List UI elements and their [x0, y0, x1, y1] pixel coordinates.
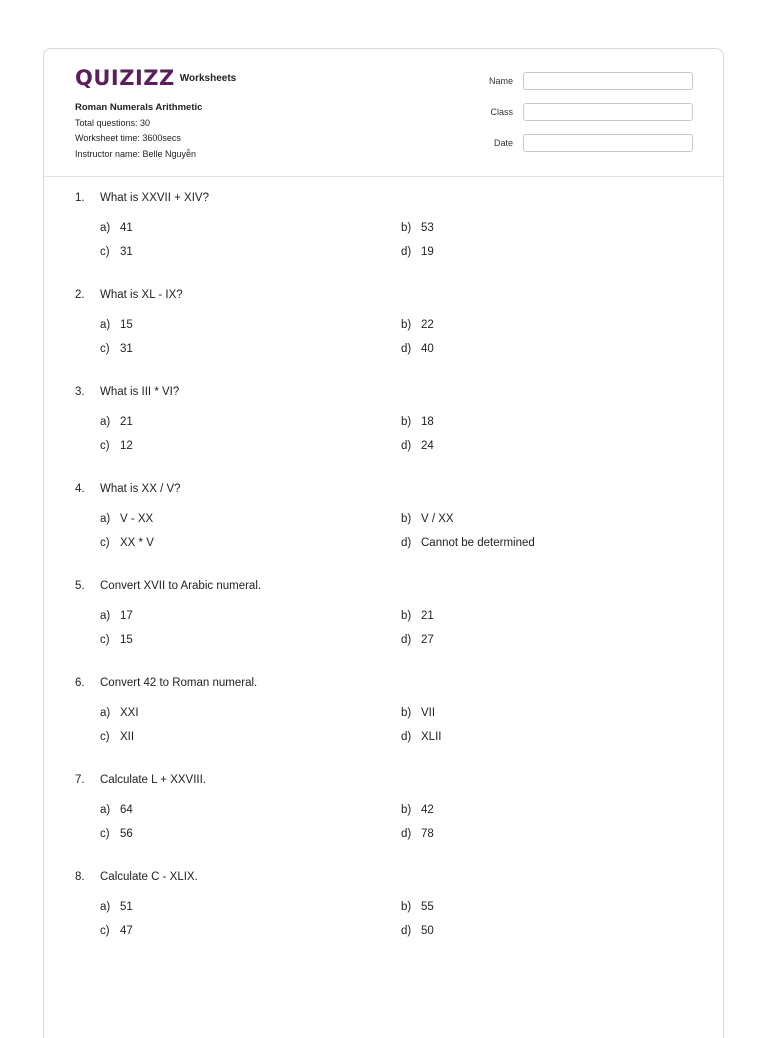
option-letter: b) — [401, 513, 412, 525]
option-text: 40 — [421, 343, 434, 355]
brand — [75, 66, 236, 90]
question-text: What is XXVII + XIV? — [100, 192, 209, 204]
option-d[interactable] — [401, 440, 434, 452]
option-letter: a) — [100, 804, 111, 816]
question-number: 6. — [75, 677, 85, 689]
option-text: 12 — [120, 440, 133, 452]
worksheet-title: Roman Numerals Arithmetic — [75, 102, 203, 113]
option-c[interactable] — [100, 343, 133, 355]
option-text: 15 — [120, 319, 133, 331]
option-a[interactable] — [100, 416, 133, 428]
option-d[interactable] — [401, 828, 434, 840]
option-b[interactable] — [401, 901, 434, 913]
option-text: 55 — [421, 901, 434, 913]
option-c[interactable] — [100, 440, 133, 452]
option-letter: b) — [401, 901, 412, 913]
option-text: 21 — [120, 416, 133, 428]
option-letter: c) — [100, 246, 110, 258]
option-letter: a) — [100, 416, 111, 428]
question-number: 2. — [75, 289, 85, 301]
class-label: Class — [490, 107, 513, 117]
student-fields — [481, 71, 693, 164]
option-text: 51 — [120, 901, 133, 913]
question-number: 3. — [75, 386, 85, 398]
question-number: 4. — [75, 483, 85, 495]
option-letter: a) — [100, 222, 111, 234]
quizizz-logo: QUIZIZZ — [75, 66, 175, 90]
option-c[interactable] — [100, 537, 154, 549]
question-4 — [44, 467, 723, 564]
option-text: VII — [421, 707, 436, 719]
option-text: 19 — [421, 246, 434, 258]
option-text: V - XX — [120, 513, 154, 525]
option-text: 15 — [120, 634, 133, 646]
option-text: 64 — [120, 804, 133, 816]
option-letter: c) — [100, 537, 110, 549]
date-label: Date — [493, 138, 513, 148]
option-text: 56 — [120, 828, 133, 840]
option-letter: a) — [100, 707, 111, 719]
option-b[interactable] — [401, 222, 434, 234]
option-text: XX * V — [120, 537, 154, 549]
option-text: 53 — [421, 222, 434, 234]
option-letter: b) — [401, 804, 412, 816]
total-questions: Total questions: 30 — [75, 117, 151, 128]
option-text: 21 — [421, 610, 434, 622]
name-field-row — [481, 71, 693, 91]
option-d[interactable] — [401, 925, 434, 937]
option-text: 31 — [120, 246, 133, 258]
name-field[interactable] — [523, 72, 693, 90]
option-text: 78 — [421, 828, 434, 840]
question-text: Convert 42 to Roman numeral. — [100, 677, 258, 689]
option-text: 50 — [421, 925, 434, 937]
option-letter: b) — [401, 416, 412, 428]
option-letter: c) — [100, 731, 110, 743]
option-letter: c) — [100, 343, 110, 355]
option-letter: c) — [100, 828, 110, 840]
option-a[interactable] — [100, 513, 153, 525]
option-text: 47 — [120, 925, 133, 937]
option-text: 18 — [421, 416, 434, 428]
option-letter: b) — [401, 222, 412, 234]
option-b[interactable] — [401, 610, 434, 622]
option-letter: d) — [401, 246, 412, 258]
option-letter: b) — [401, 319, 412, 331]
instructor-name: Instructor name: Belle Nguyễn — [75, 148, 197, 159]
question-7 — [44, 758, 723, 855]
worksheet-page — [43, 48, 724, 1038]
option-text: V / XX — [421, 513, 454, 525]
option-text: XXI — [120, 707, 139, 719]
question-number: 8. — [75, 871, 85, 883]
date-field[interactable] — [523, 134, 693, 152]
option-d[interactable] — [401, 634, 434, 646]
option-letter: a) — [100, 610, 111, 622]
option-c[interactable] — [100, 731, 134, 743]
name-label: Name — [488, 76, 513, 86]
option-a[interactable] — [100, 707, 139, 719]
class-field[interactable] — [523, 103, 693, 121]
option-d[interactable] — [401, 537, 535, 549]
option-letter: a) — [100, 513, 111, 525]
option-letter: d) — [401, 634, 412, 646]
option-letter: c) — [100, 440, 110, 452]
worksheet-meta — [75, 100, 202, 162]
question-text: What is III * VI? — [100, 386, 180, 398]
option-b[interactable] — [401, 319, 434, 331]
option-text: 17 — [120, 610, 133, 622]
option-letter: c) — [100, 925, 110, 937]
option-c[interactable] — [100, 634, 133, 646]
option-c[interactable] — [100, 925, 133, 937]
question-number: 1. — [75, 192, 85, 204]
option-letter: d) — [401, 440, 412, 452]
question-text: What is XX / V? — [100, 483, 181, 495]
option-a[interactable] — [100, 610, 133, 622]
question-text: Calculate C - XLIX. — [100, 871, 198, 883]
option-letter: d) — [401, 828, 412, 840]
option-c[interactable] — [100, 828, 133, 840]
option-b[interactable] — [401, 416, 434, 428]
option-a[interactable] — [100, 804, 133, 816]
question-6 — [44, 661, 723, 758]
option-d[interactable] — [401, 343, 434, 355]
option-text: Cannot be determined — [421, 537, 535, 549]
option-text: XII — [120, 731, 135, 743]
option-text: 27 — [421, 634, 434, 646]
question-text: Convert XVII to Arabic numeral. — [100, 580, 262, 592]
worksheet-header — [44, 49, 723, 177]
option-text: 31 — [120, 343, 133, 355]
question-8 — [44, 855, 723, 952]
question-text: Calculate L + XXVIII. — [100, 774, 207, 786]
question-1 — [44, 176, 723, 273]
logo-subtitle: Worksheets — [179, 73, 237, 84]
question-3 — [44, 370, 723, 467]
option-text: 24 — [421, 440, 434, 452]
question-text: What is XL - IX? — [100, 289, 183, 301]
option-text: 42 — [421, 804, 434, 816]
question-5 — [44, 564, 723, 661]
class-field-row — [481, 102, 693, 122]
option-b[interactable] — [401, 707, 435, 719]
option-a[interactable] — [100, 222, 133, 234]
option-d[interactable] — [401, 246, 434, 258]
option-text: 22 — [421, 319, 434, 331]
option-c[interactable] — [100, 246, 133, 258]
option-b[interactable] — [401, 804, 434, 816]
option-letter: d) — [401, 925, 412, 937]
option-letter: d) — [401, 537, 412, 549]
option-letter: b) — [401, 610, 412, 622]
option-b[interactable] — [401, 513, 454, 525]
option-letter: d) — [401, 731, 412, 743]
option-a[interactable] — [100, 319, 133, 331]
option-a[interactable] — [100, 901, 133, 913]
option-d[interactable] — [401, 731, 441, 743]
option-letter: b) — [401, 707, 412, 719]
option-letter: a) — [100, 901, 111, 913]
option-letter: c) — [100, 634, 110, 646]
option-letter: d) — [401, 343, 412, 355]
worksheet-time: Worksheet time: 3600secs — [75, 133, 181, 143]
option-text: XLII — [421, 731, 442, 743]
option-text: 41 — [120, 222, 133, 234]
question-number: 5. — [75, 580, 85, 592]
question-2 — [44, 273, 723, 370]
date-field-row — [481, 133, 693, 153]
option-letter: a) — [100, 319, 111, 331]
question-number: 7. — [75, 774, 85, 786]
